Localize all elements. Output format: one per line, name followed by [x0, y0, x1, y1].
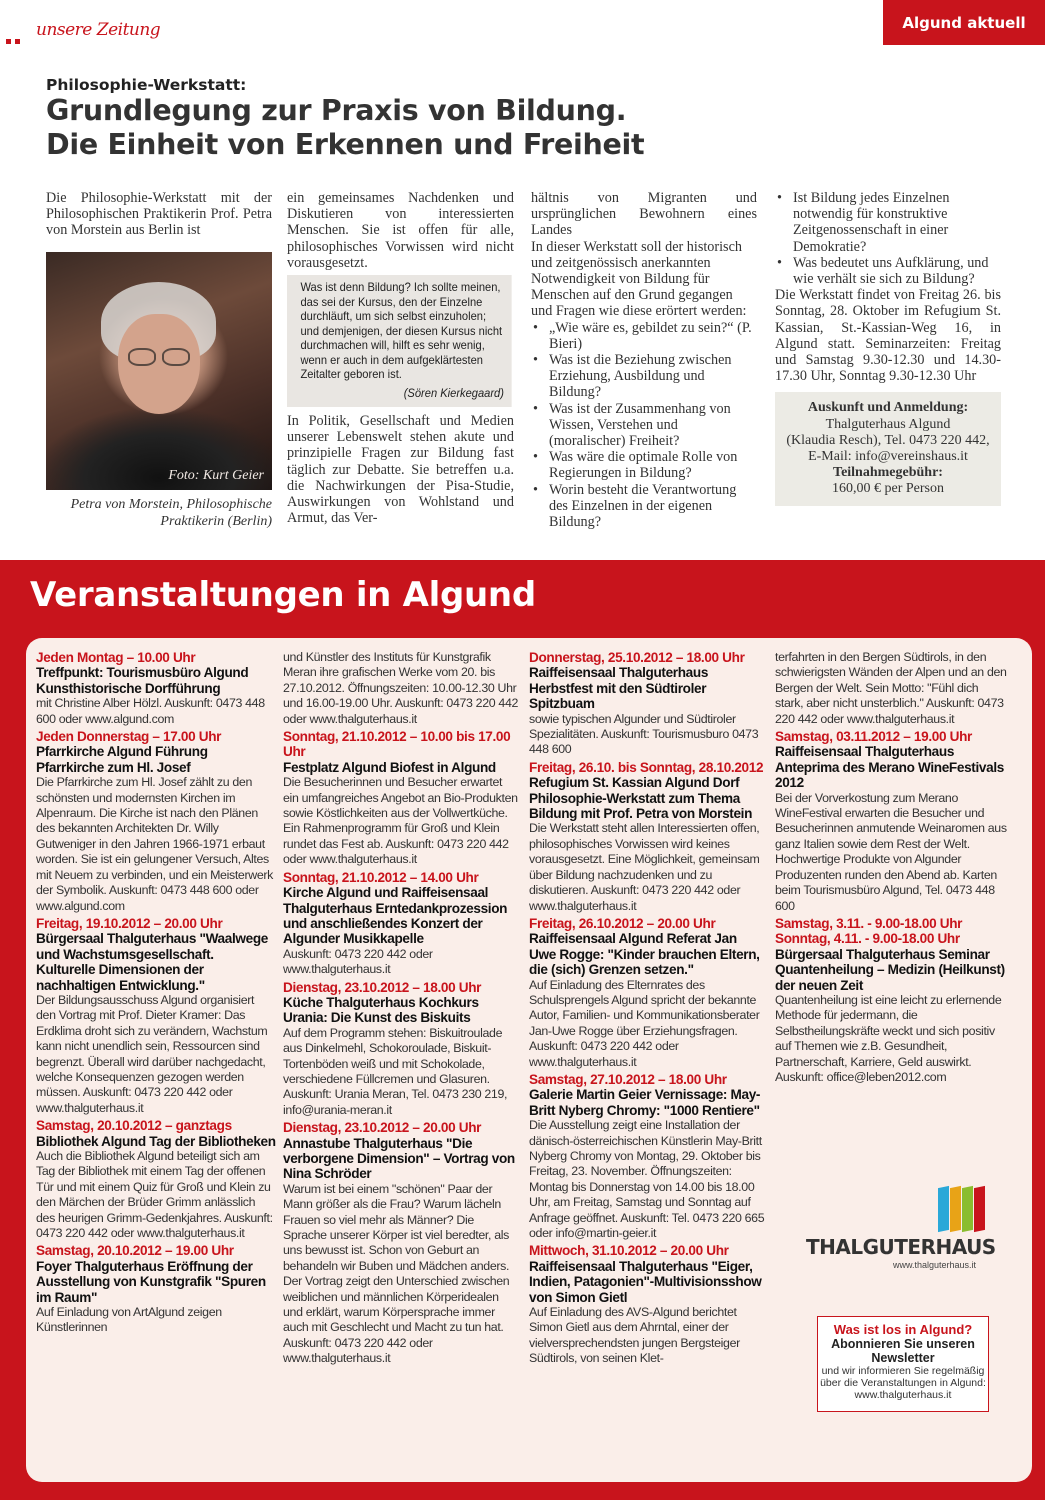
- event-heading: Bürgersaal Thalguterhaus Seminar Quantenheilung – Medizin (Heilkunst) der neuen Zeit: [775, 946, 1005, 993]
- newsletter-subscribe[interactable]: Abonnieren Sie unseren Newsletter: [831, 1337, 975, 1365]
- article-paragraph: Die Werkstatt findet von Freitag 26. bis Sonntag, 28. Oktober im Refugium St. Kassian, St.-Kassian-Weg 16, in Algund statt. Seminarzeiten: Freitag und Samstag 9.30-12.30 und 14.30-17.30 Uhr, Sonntag 9.30-12.30 Uhr: [775, 287, 1001, 385]
- event-entry: [283, 729, 519, 868]
- headline-line-2: Die Einheit von Erkennen und Freiheit: [46, 128, 645, 161]
- info-line: (Klaudia Resch), Tel. 0473 220 442,: [786, 432, 990, 448]
- info-line: Thalguterhaus Algund: [825, 416, 951, 432]
- event-text: Auf Einladung des AVS-Algund berichtet Simon Gietl aus dem Ahrntal, einer der vielversprechendsten jungen Bergsteiger Südtirols, von seinen Klet-: [529, 1305, 740, 1366]
- event-date: Dienstag, 23.10.2012 – 18.00 Uhr: [283, 979, 482, 995]
- article-intro: Die Philosophie-Werkstatt mit der Philosophischen Praktikerin Prof. Petra von Morstein aus Berlin ist: [46, 190, 272, 239]
- header-dots: [6, 31, 32, 37]
- article-column-4: [775, 190, 1001, 506]
- event-heading: Raiffeisensaal Thalguterhaus Anteprima des Merano WineFestivals 2012: [775, 744, 1004, 791]
- event-text: Der Bildungsausschuss Algund organisiert den Vortrag mit Prof. Dieter Kramer: Das Erdklima droht sich zu verändern, Wachstum kann nicht unendlich sein, Ressourcen sind begrenzt. Überall wird darüber nachgedacht, welche Konsequenzen gezogen werden müssen. Auskunft: 0473 220 442 oder www.thalguterhaus.it: [36, 992, 268, 1115]
- article-kicker: Philosophie-Werkstatt:: [46, 76, 247, 94]
- glasses-left: [128, 348, 156, 366]
- section-tab[interactable]: Algund aktuell: [883, 0, 1045, 45]
- fee-value: 160,00 € per Person: [832, 481, 944, 497]
- event-date: Samstag, 3.11. - 9.00-18.00 Uhr Sonntag, 4.11. - 9.00-18.00 Uhr: [775, 915, 963, 947]
- glasses-right: [162, 348, 190, 366]
- event-entry: [283, 870, 519, 978]
- event-text: und Künstler des Instituts für Kunstgrafik Meran ihre grafischen Werke vom 20. bis 27.10.2012. Öffnungszeiten: 10.00-12.30 Uhr und 16.00-19.00 Uhr. Auskunft: 0473 220 442 oder www.thalguterhaus.it: [283, 650, 519, 726]
- event-date: Freitag, 26.10.2012 – 20.00 Uhr: [529, 915, 716, 931]
- question-list: [531, 320, 757, 531]
- question-item: • Was wäre die optimale Rolle von Regierungen in Bildung?: [531, 449, 757, 481]
- portrait-photo: [46, 252, 272, 490]
- event-heading: Pfarrkirche Algund Führung Pfarrkirche zum Hl. Josef: [36, 744, 208, 775]
- question-list: [775, 190, 1001, 287]
- event-heading: Annastube Thalguterhaus "Die verborgene Dimension" – Vortrag von Nina Schröder: [283, 1135, 515, 1182]
- event-entry: [529, 1243, 765, 1366]
- event-entry: [36, 916, 276, 1116]
- events-column-4: [775, 650, 1007, 1087]
- article-paragraph: In Politik, Gesellschaft und Medien unserer Lebenswelt stehen akute und prinzipielle Fragen zur Bildung fast täglich zur Debatte. Sie betreffen u.a. die Nachwirkungen der Pisa-Studie, Auswirkungen von Wohlstand und Armut, das Ver-: [287, 413, 514, 527]
- event-date: Samstag, 27.10.2012 – 18.00 Uhr: [529, 1071, 727, 1087]
- logo-url[interactable]: www.thalguterhaus.it: [892, 1260, 976, 1270]
- event-heading: Foyer Thalguterhaus Eröffnung der Ausstellung von Kunstgrafik "Spuren im Raum": [36, 1258, 266, 1305]
- event-text: Quantenheilung ist eine leicht zu erlernende Methode für jedermann, die Selbstheilungskräfte weckt und sich positiv auf Themen wie z.B. Gesundheit, Partnerschaft, Karriere, Geld auswirkt. Auskunft: office@leben2012.com: [775, 992, 1002, 1084]
- quote-text: Was ist denn Bildung? Ich sollte meinen, das sei der Kursus, den der Einzelne durchläuft, um sich selbst einzuholen; und demjenigen, der diesen Kursus nicht durchmachen will, hilft es sehr wenig, wenn er auch in dem aufgeklärtesten Zeitalter geboren ist.: [300, 281, 503, 382]
- event-heading: Bibliothek Algund Tag der Bibliotheken: [36, 1133, 276, 1149]
- event-date: Mittwoch, 31.10.2012 – 20.00 Uhr: [529, 1243, 729, 1259]
- event-text: Die Werkstatt steht allen Interessierten offen, philosophisches Vorwissen wird keines vorausgesetzt. Eine Möglichkeit, gemeinsam über Bildung nachzudenken und zu diskutieren. Auskunft: 0473 220 442 oder www.thalguterhaus.it: [529, 821, 760, 913]
- event-text: Die Pfarrkirche zum Hl. Josef zählt zu den schönsten und modernsten Kirchen im Alpenraum. Die Kirche ist nach den Plänen des bekannten Architekten Dr. Willy Gutweniger in den Jahren 1966-1971 erbaut worden. Sie ist ein gelungener Versuch, Altes mit Neuem zu verbinden, und ein Meisterwerk der Symbolik. Auskunft: 0473 448 600 oder www.algund.com: [36, 775, 274, 913]
- event-entry: [529, 760, 765, 914]
- logo-bar: [950, 1186, 961, 1232]
- event-heading: Festplatz Algund Biofest in Algund: [283, 759, 496, 775]
- event-entry: [36, 1243, 276, 1335]
- question-item: • Was ist der Zusammenhang von Wissen, Verstehen und (moralischer) Freiheit?: [531, 401, 757, 450]
- event-date: Dienstag, 23.10.2012 – 20.00 Uhr: [283, 1120, 482, 1136]
- event-heading: Raiffeisensaal Algund Referat Jan Uwe Rogge: "Kinder brauchen Eltern, die (sich) Grenzen setzen.": [529, 931, 760, 978]
- event-date: Sonntag, 21.10.2012 – 14.00 Uhr: [283, 869, 479, 885]
- event-text: Auf Einladung von ArtAlgund zeigen Künstlerinnen: [36, 1305, 222, 1335]
- event-date: Samstag, 20.10.2012 – ganztags: [36, 1118, 232, 1134]
- event-entry: [283, 1120, 519, 1367]
- article-headline: [46, 94, 1006, 162]
- event-heading: Küche Thalguterhaus Kochkurs Urania: Die Kunst des Biskuits: [283, 994, 479, 1026]
- event-date: Freitag, 19.10.2012 – 20.00 Uhr: [36, 915, 223, 931]
- event-heading: Raiffeisensaal Thalguterhaus "Eiger, Indien, Patagonien"-Multivisionsshow von Simon Gietl: [529, 1258, 762, 1305]
- event-heading: Treffpunkt: Tourismusbüro Algund Kunsthistorische Dorfführung: [36, 665, 249, 696]
- event-date: Jeden Montag – 10.00 Uhr: [36, 650, 196, 665]
- quote-source: (Sören Kierkegaard): [403, 386, 504, 400]
- fee-title: Teilnahmegebühr:: [833, 465, 943, 481]
- info-email[interactable]: E-Mail: info@vereinshaus.it: [808, 449, 968, 465]
- event-heading: Bürgersaal Thalguterhaus "Waalwege und Wachstumsgesellschaft. Kulturelle Dimensionen der nachhaltigen Entwicklung.": [36, 931, 268, 993]
- article-column-3: [531, 190, 757, 530]
- events-column-2: [283, 650, 519, 1369]
- event-date: Freitag, 26.10. bis Sonntag, 28.10.2012: [529, 759, 764, 775]
- event-date: Samstag, 20.10.2012 – 19.00 Uhr: [36, 1243, 234, 1259]
- article-column-1: [46, 190, 272, 239]
- logo-bar: [962, 1186, 973, 1232]
- events-column-3: [529, 650, 765, 1369]
- question-item: • Was bedeutet uns Aufklärung, und wie verhält sie sich zu Bildung?: [775, 255, 1001, 287]
- event-text: Warum ist bei einem "schönen" Paar der Mann größer als die Frau? Warum lächeln Frauen so viel mehr als Männer? Die Sprache unserer Körper ist viel beredter, als uns bewusst ist. Schon von Geburt an behandeln wir Buben und Mädchen anders. Der Vortrag zeigt den Unterschied zwischen weiblichen und männlichen Körperidealen und erklärt, warum Körpersprache immer auch mit Geschlecht und Macht zu tun hat. Auskunft: 0473 220 442 oder www.thalguterhaus.it: [283, 1181, 510, 1366]
- event-entry: [775, 916, 1007, 1085]
- event-entry: [529, 1072, 765, 1241]
- article-paragraph: ein gemeinsames Nachdenken und Diskutieren von interessierten Menschen. Sie ist offen für alle, philosophisches Vorwissen wird nicht vorausgesetzt.: [287, 190, 514, 271]
- event-text: Bei der Vorverkostung zum Merano WineFestival erwarten die Besucher und Besucherinnen anmutende Weinaromen aus ganz Italien sowie dem Rest der Welt. Hochwertige Produkte von Algunder Produzenten runden den Abend ab. Karten beim Tourismusbüro Algund, Tel. 0473 448 600: [775, 790, 1007, 913]
- headline-line-1: Grundlegung zur Praxis von Bildung.: [46, 94, 627, 127]
- event-date: Sonntag, 21.10.2012 – 10.00 bis 17.00 Uhr: [283, 729, 511, 760]
- event-entry: [283, 650, 519, 727]
- event-date: Jeden Donnerstag – 17.00 Uhr: [36, 729, 222, 745]
- event-text: Auf Einladung des Elternrates des Schulsprengels Algund spricht der bekannte Autor, Familien- und Kommunikationsberater Jan-Uwe Rogge über Erziehungsfragen. Auskunft: 0473 220 442 oder www.thalguterhaus.it: [529, 977, 760, 1069]
- question-item: • „Wie wäre es, gebildet zu sein?“ (P. Bieri): [531, 320, 757, 352]
- event-entry: [36, 1118, 276, 1241]
- event-heading: Refugium St. Kassian Algund Dorf Philosophie-Werkstatt zum Thema Bildung mit Prof. Petra von Morstein: [529, 775, 753, 822]
- article-paragraph: hältnis von Migranten und ursprünglichen Bewohnern eines Landes: [531, 190, 757, 239]
- event-entry: [36, 729, 276, 914]
- event-entry: [283, 980, 519, 1119]
- quote-box: [287, 275, 512, 407]
- event-text: Auskunft: 0473 220 442 oder www.thalguterhaus.it: [283, 946, 433, 977]
- newspaper-logo: unsere Zeitung: [36, 20, 161, 40]
- logo-wordmark: THALGUTERHAUS: [806, 1235, 996, 1259]
- article-column-2: [287, 190, 514, 526]
- event-heading: Raiffeisensaal Thalguterhaus Herbstfest mit den Südtiroler Spitzbuam: [529, 665, 709, 712]
- logo-bars-icon: [938, 1187, 986, 1231]
- question-item: • Was ist die Beziehung zwischen Erziehung, Ausbildung und Bildung?: [531, 352, 757, 401]
- question-item: • Ist Bildung jedes Einzelnen notwendig für konstruktive Zeitgenossenschaft in einer Demokratie?: [775, 190, 1001, 255]
- event-entry: [36, 650, 276, 727]
- newsletter-box[interactable]: [817, 1316, 989, 1412]
- event-text: mit Christine Alber Hölzl. Auskunft: 0473 448 600 oder www.algund.com: [36, 696, 265, 726]
- event-entry: [775, 729, 1007, 914]
- events-column-1: [36, 650, 276, 1338]
- event-entry: [529, 650, 765, 758]
- photo-face: [118, 314, 200, 414]
- newsletter-question: Was ist los in Algund?: [833, 1322, 973, 1337]
- event-text: terfahrten in den Bergen Südtirols, in den schwierigsten Wänden der Alpen und an den Bergen der Welt. Sein Motto: "Fühl dich stark, aber nicht unsterblich." Auskunft: 0473 220 442 oder www.thalguterhaus.it: [775, 650, 1007, 726]
- event-heading: Kirche Algund und Raiffeisensaal Thalguterhaus Erntedankprozession und anschließendes Konzert der Algunder Musikkapelle: [283, 885, 508, 947]
- info-title: Auskunft und Anmeldung:: [807, 400, 969, 416]
- photo-credit: Foto: Kurt Geier: [168, 468, 264, 483]
- event-text: Die Besucherinnen und Besucher erwartet ein umfangreiches Angebot an Bio-Produkten sowie Köstlichkeiten aus der Vollwertküche. Ein Rahmenprogramm für Groß und Klein rundet das Fest ab. Auskunft: 0473 220 442 oder www.thalguterhaus.it: [283, 775, 518, 867]
- event-entry: [775, 650, 1007, 727]
- photo-caption: Petra von Morstein, Philosophische Praktikerin (Berlin): [70, 497, 272, 529]
- question-item: • Worin besteht die Verantwortung des Einzelnen in der eigenen Bildung?: [531, 482, 757, 531]
- event-text: Die Ausstellung zeigt eine Installation der dänisch-österreichischen Künstlerin May-Britt Nyberg Chromy von Montag, 29. Oktober bis Freitag, 23. November. Öffnungszeiten: Montag bis Donnerstag von 14.00 bis 18.00 Uhr, am Freitag, Samstag und Sonntag auf Anfrage geöffnet. Auskunft: Tel. 0473 220 665 oder info@martin-geier.it: [529, 1118, 765, 1241]
- event-text: Auf dem Programm stehen: Biskuitroulade aus Dinkelmehl, Schokoroulade, Biskuit-Tortenböden weiß und mit Schokolade, verschiedene Füllcremen und Glasuren. Auskunft: Urania Meran, Tel. 0473 230 219, info@urania-meran.it: [283, 1025, 508, 1117]
- newsletter-note: und wir informieren Sie regelmäßig über die Veranstaltungen in Algund: www.thalguterhaus.it: [820, 1365, 986, 1401]
- event-text: Auch die Bibliothek Algund beteiligt sich am Tag der Bibliothek mit einem Tag der offenen Tür und mit einem Quiz für Groß und Klein zu den Märchen der Brüder Grimm anlässlich des heurigen Grimm-Gedenkjahres. Auskunft: 0473 220 442 oder www.thalguterhaus.it: [36, 1149, 273, 1241]
- event-heading: Galerie Martin Geier Vernissage: May-Britt Nyberg Chromy: "1000 Rentiere": [529, 1087, 761, 1118]
- article-paragraph: In dieser Werkstatt soll der historisch und zeitgenössisch anerkannten Notwendigkeit von Bildung für Menschen auf den Grund gegangen und Fragen wie diese erörtert werden:: [531, 238, 747, 320]
- event-date: Donnerstag, 25.10.2012 – 18.00 Uhr: [529, 650, 745, 665]
- event-date: Samstag, 03.11.2012 – 19.00 Uhr: [775, 729, 972, 745]
- events-title: Veranstaltungen in Algund: [30, 575, 536, 615]
- registration-box: [775, 392, 1001, 505]
- logo-bar: [974, 1186, 985, 1232]
- logo-bar: [938, 1186, 949, 1232]
- event-text: sowie typischen Algunder und Südtiroler Spezialitäten. Auskunft: Tourismusburo 0473 448 600: [529, 711, 759, 757]
- thalguterhaus-logo[interactable]: [806, 1185, 996, 1275]
- event-entry: [529, 916, 765, 1070]
